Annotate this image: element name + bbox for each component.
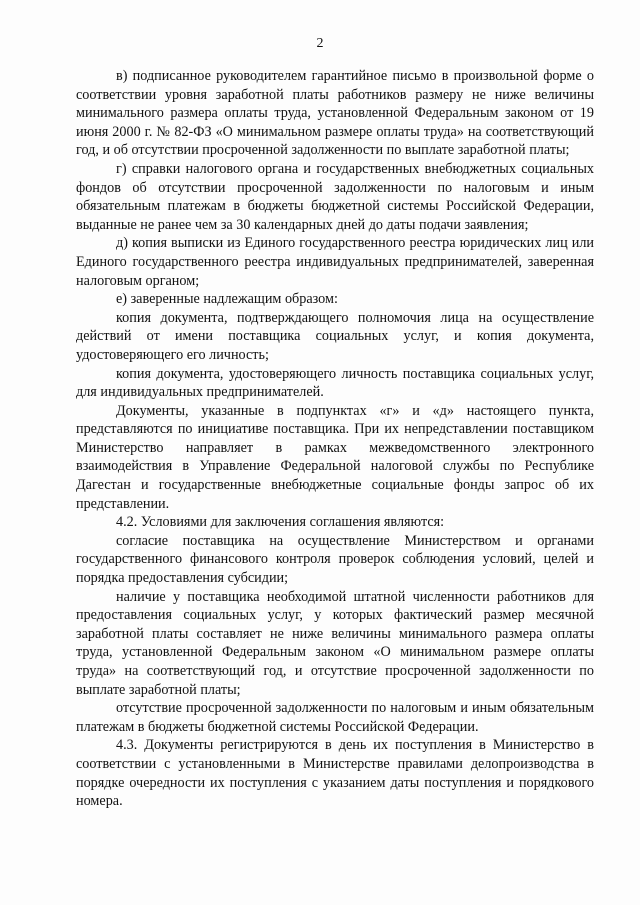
paragraph-item-v: в) подписанное руководителем гарантийное письмо в произвольной форме о соответствии уровня заработной платы работников размеру не ниже величины минимального размера оплаты труда, установленной Федеральным законом от 19 июня 2000 г. № 82-ФЗ «О минимальном размере оплаты труда» на соответствующий год, и об отсутствии просроченной задолженности по выплате заработной платы;: [76, 68, 594, 159]
paragraph-4-3: 4.3. Документы регистрируются в день их поступления в Министерство в соответствии с установленными в Министерстве правилами делопроизводства в порядке очередности их поступления с указанием даты поступления и порядкового номера.: [76, 737, 594, 810]
paragraph-item-e: е) заверенные надлежащим образом:: [116, 291, 338, 308]
paragraph-authority-copy: копия документа, подтверждающего полномочия лица на осуществление действий от имени поставщика социальных услуг, и копия документа, удостоверяющего его личность;: [76, 309, 594, 363]
paragraph-4-2-heading: 4.2. Условиями для заключения соглашения являются:: [116, 514, 445, 531]
paragraph-item-d: д) копия выписки из Единого государственного реестра юридических лиц или Единого государственного реестра индивидуальных предпринимателей, заверенная налоговым органом;: [76, 235, 594, 289]
document-body: [76, 67, 594, 811]
page-number: 2: [316, 36, 324, 51]
paragraph-documents-note: Документы, указанные в подпунктах «г» и «д» настоящего пункта, представляются по инициативе поставщика. При их непредставлении поставщиком Министерство направляет в рамках межведомственного электронного взаимодействия в Управление Федеральной налоговой службы по Республике Дагестан и государственные внебюджетные социальные фонды запрос об их представлении.: [76, 402, 594, 512]
paragraph-no-debt: отсутствие просроченной задолженности по налоговым и иным обязательным платежам в бюджеты бюджетной системы Российской Федерации.: [76, 700, 594, 735]
paragraph-item-g: г) справки налогового органа и государственных внебюджетных социальных фондов об отсутствии просроченной задолженности по налоговым и иным обязательным платежам в бюджеты бюджетной системы Российской Федерации, выданные не ранее чем за 30 календарных дней до даты подачи заявления;: [76, 160, 594, 233]
paragraph-identity-copy: копия документа, удостоверяющего личность поставщика социальных услуг, для индивидуальных предпринимателей.: [76, 365, 594, 401]
paragraph-staff: наличие у поставщика необходимой штатной численности работников для предоставления социальных услуг, у которых фактический размер месячной заработной платы составляет не ниже величины минимального размера оплаты труда, установленной Федеральным законом «О минимальном размере оплаты труда» на соответствующий год, и отсутствие просроченной задолженности по выплате заработной платы;: [76, 588, 594, 698]
paragraph-consent: согласие поставщика на осуществление Министерством и органами государственного финансового контроля проверок соблюдения условий, целей и порядка предоставления субсидии;: [76, 532, 594, 587]
